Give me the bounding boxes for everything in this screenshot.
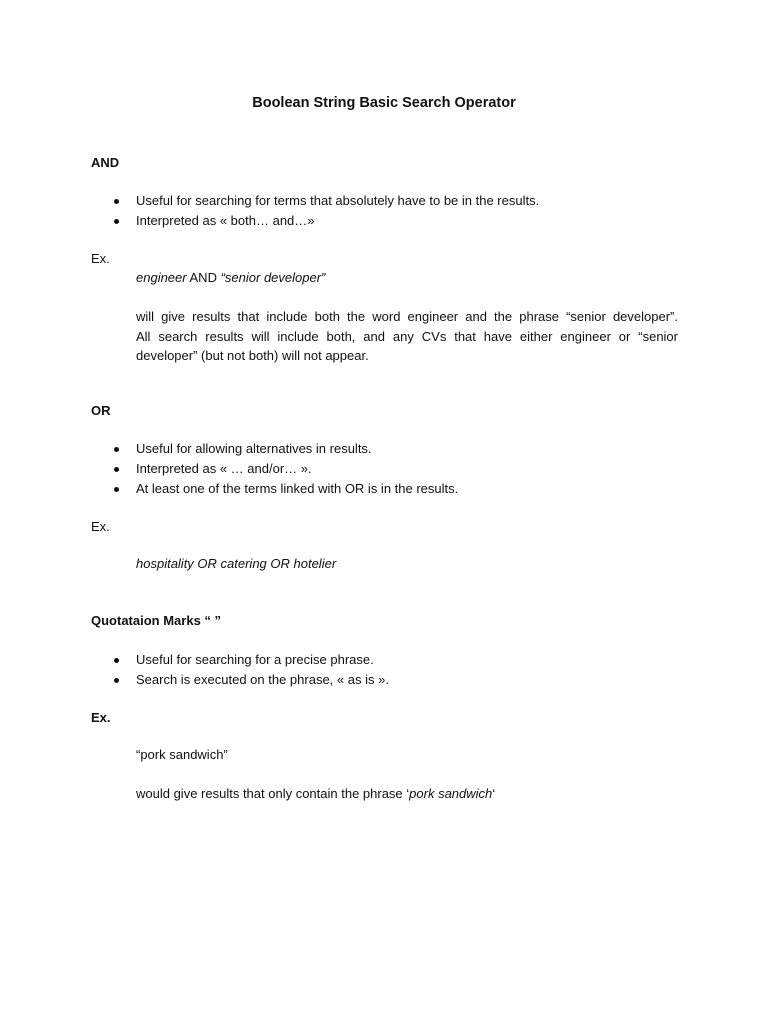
bullet-icon <box>114 678 119 683</box>
list-item: Interpreted as « both… and…» <box>112 211 539 231</box>
quotation-heading: Quotataion Marks “ ” <box>91 613 222 628</box>
or-example: hospitality OR catering OR hotelier <box>136 556 337 571</box>
and-heading: AND <box>91 155 120 170</box>
bullet-icon <box>114 219 119 224</box>
explanation-line: All search results will include both, and any CVs that have either engineer or “senior <box>136 328 678 344</box>
result-suffix: ‘ <box>492 786 496 801</box>
example-operator: AND <box>189 270 217 285</box>
quotation-ex-label: Ex. <box>91 710 111 725</box>
list-item: Interpreted as « … and/or… ». <box>112 459 458 479</box>
quotation-bullet-list <box>112 650 389 690</box>
result-phrase: pork sandwich <box>409 786 493 801</box>
bullet-icon <box>114 447 119 452</box>
list-item: Useful for searching for terms that absolutely have to be in the results. <box>112 191 539 211</box>
list-item: Search is executed on the phrase, « as is ». <box>112 670 389 690</box>
or-bullet-list <box>112 439 458 499</box>
or-heading: OR <box>91 403 111 418</box>
list-item: Useful for allowing alternatives in results. <box>112 439 458 459</box>
list-item: Useful for searching for a precise phrase. <box>112 650 389 670</box>
and-bullet-list <box>112 191 539 231</box>
quotation-example: “pork sandwich” <box>136 747 228 762</box>
bullet-icon <box>114 467 119 472</box>
bullet-icon <box>114 658 119 663</box>
and-example <box>136 270 325 285</box>
example-term: engineer <box>136 270 187 285</box>
bullet-icon <box>114 199 119 204</box>
list-item: At least one of the terms linked with OR is in the results. <box>112 479 458 499</box>
and-ex-label: Ex. <box>91 251 110 266</box>
and-explanation <box>136 307 678 366</box>
document-title: Boolean String Basic Search Operator <box>252 95 516 111</box>
or-ex-label: Ex. <box>91 519 110 534</box>
result-prefix: would give results that only contain the phrase ‘ <box>136 786 410 801</box>
explanation-line: will give results that include both the word engineer and the phrase “senior developer”. <box>136 309 678 324</box>
example-phrase: “senior developer” <box>220 270 326 285</box>
bullet-icon <box>114 487 119 492</box>
explanation-line: developer” (but not both) will not appear. <box>136 348 369 363</box>
quotation-result <box>136 786 495 801</box>
